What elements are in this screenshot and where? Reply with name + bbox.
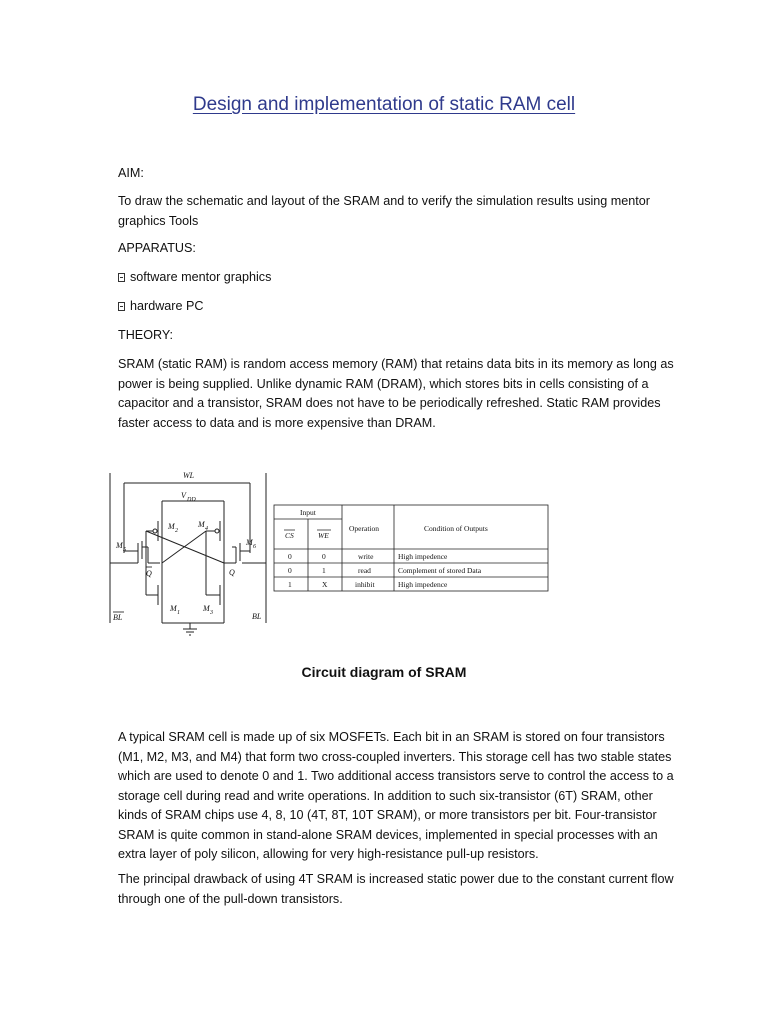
bullet-icon	[118, 302, 125, 311]
m3-sub-label: 3	[210, 610, 213, 616]
table-cell: inhibit	[355, 580, 375, 589]
table-cell: Complement of stored Data	[398, 566, 482, 575]
table-header-cs: CS	[285, 531, 294, 540]
apparatus-item-label: hardware PC	[130, 299, 204, 313]
document-title: Design and implementation of static RAM cell	[192, 94, 576, 115]
table-cell: X	[322, 580, 328, 589]
m3-label: M	[203, 604, 210, 613]
theory-text: SRAM (static RAM) is random access memory (RAM) that retains data bits in its memory as long as power is being supplied. Unlike dynamic RAM (DRAM), which stores bits in cells consisting of a capacitor and a transistor, SRAM does not have to be periodically refreshed. Static RAM provides faster access to data and is more expensive than DRAM.	[118, 357, 674, 430]
m6-label: M	[246, 538, 253, 547]
apparatus-item	[118, 268, 678, 288]
vdd-sub-label: DD	[187, 497, 196, 503]
m1-label: M	[170, 604, 177, 613]
table-group-header: Input	[300, 508, 316, 517]
aim-text: To draw the schematic and layout of the SRAM and to verify the simulation results using mentor graphics Tools	[118, 194, 650, 228]
table-cell: 1	[322, 566, 326, 575]
m1-sub-label: 1	[177, 610, 180, 616]
blbar-label: BL	[113, 613, 123, 622]
table-cell: High impedence	[398, 552, 448, 561]
table-cell: 0	[322, 552, 326, 561]
table-header-operation: Operation	[349, 524, 379, 533]
apparatus-item-label: software mentor graphics	[130, 270, 272, 284]
m2-label: M	[168, 522, 175, 531]
table-cell: High impedence	[398, 580, 448, 589]
bullet-icon	[118, 273, 125, 282]
bl-label: BL	[252, 612, 262, 621]
paragraph-6t-sram: A typical SRAM cell is made up of six MOSFETs. Each bit in an SRAM is stored on four transistors (M1, M2, M3, and M4) that form two cross-coupled inverters. This storage cell has two stable states which are used to denote 0 and 1. Two additional access transistors serve to control the access to a storage cell during read and write operations. In addition to such six-transistor (6T) SRAM, other kinds of SRAM chips use 4, 8, 10 (4T, 8T, 10T SRAM), or more transistors per bit. Four-transistor SRAM is quite common in stand-alone SRAM devices, implemented in special processes with an extra layer of poly silicon, allowing for very high-resistance pull-up resistors.	[118, 730, 674, 861]
m5-sub-label: 5	[123, 547, 126, 553]
table-header-condition: Condition of Outputs	[424, 524, 488, 533]
table-cell: write	[358, 552, 374, 561]
m2-sub-label: 2	[175, 528, 178, 534]
table-cell: 1	[288, 580, 292, 589]
table-cell: 0	[288, 566, 292, 575]
m4-label: M	[198, 520, 205, 529]
sram-circuit-diagram	[102, 463, 562, 643]
theory-heading: THEORY:	[118, 328, 174, 342]
aim-heading: AIM:	[118, 166, 144, 180]
q-label: Q	[229, 568, 235, 577]
qbar-label: Q	[146, 569, 152, 578]
figure-caption: Circuit diagram of SRAM	[301, 664, 467, 680]
m4-sub-label: 4	[205, 526, 208, 532]
m5-label: M	[116, 541, 123, 550]
vdd-label: V	[181, 491, 186, 500]
truth-table	[274, 505, 548, 591]
m6-sub-label: 6	[253, 544, 256, 550]
wl-label: WL	[183, 471, 195, 480]
table-header-we: WE	[318, 531, 329, 540]
sram-figure	[102, 463, 562, 643]
apparatus-item	[118, 297, 678, 317]
paragraph-4t-sram: The principal drawback of using 4T SRAM is increased static power due to the constant current flow through one of the pull-down transistors.	[118, 872, 674, 906]
table-cell: 0	[288, 552, 292, 561]
apparatus-heading: APPARATUS:	[118, 241, 196, 255]
table-cell: read	[358, 566, 371, 575]
